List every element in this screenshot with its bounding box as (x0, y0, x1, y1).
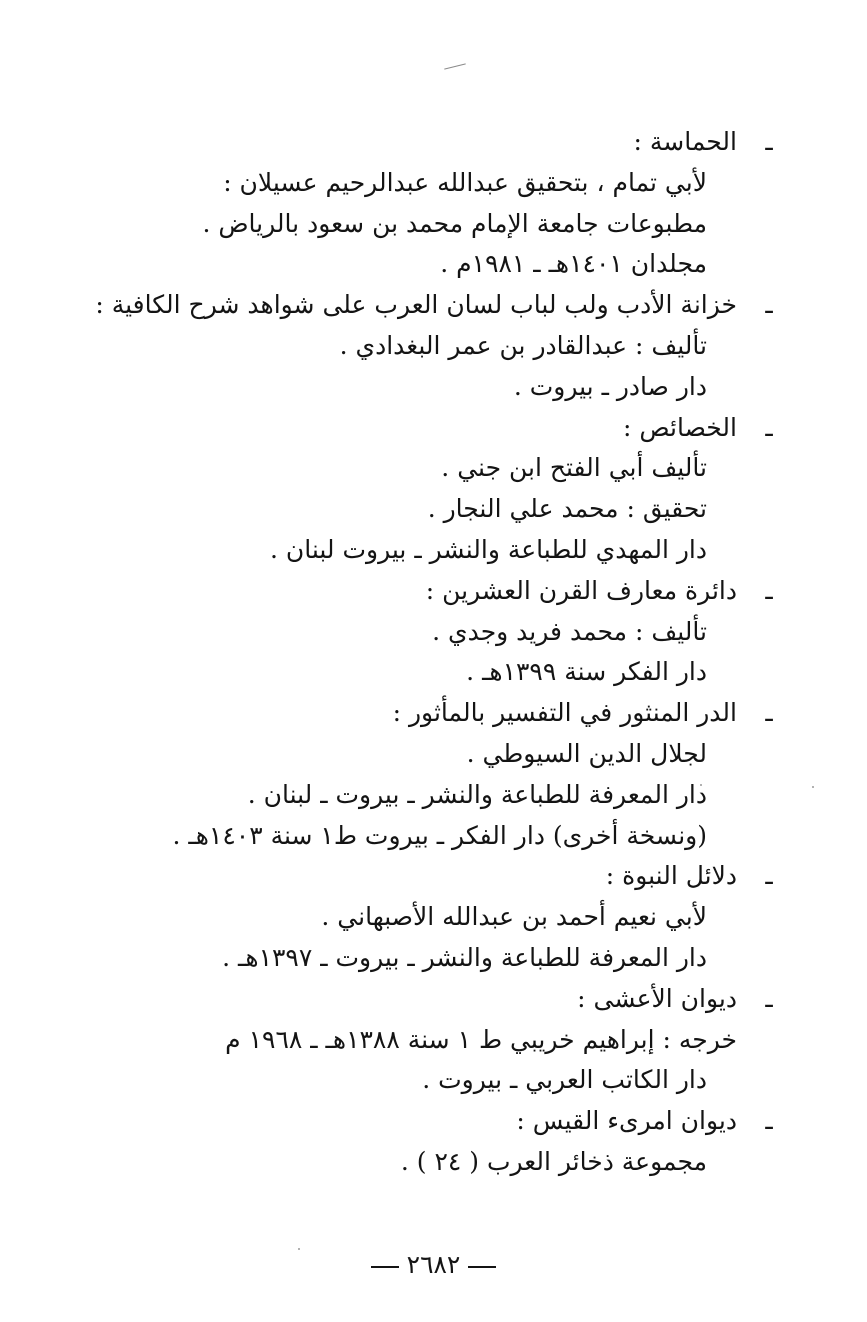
entry-marker: ـ (765, 861, 773, 891)
entry-marker: ـ (765, 983, 773, 1013)
entry-title: ـ الحماسة : (59, 122, 779, 163)
entry-marker: ـ (765, 412, 773, 442)
entry-title: ـ دائرة معارف القرن العشرين : (59, 571, 779, 612)
entry-detail: مجموعة ذخائر العرب ( ٢٤ ) . (400, 1146, 707, 1176)
entry-title: ـ الدر المنثور في التفسير بالمأثور : (59, 693, 779, 734)
entry-detail: دار المعرفة للطباعة والنشر ـ بيروت ـ ١٣٩٧هـ . (222, 942, 707, 972)
page-footer (0, 1250, 867, 1280)
entry-detail: لأبي نعيم أحمد بن عبدالله الأصبهاني . (321, 902, 707, 932)
entry-title: ـ الخصائص : (59, 408, 779, 449)
footer-rule (468, 1266, 496, 1268)
entry-detail: لأبي تمام ، بتحقيق عبدالله عبدالرحيم عسيلان : (223, 167, 707, 197)
entry-marker: ـ (765, 127, 773, 156)
entry-marker: ـ (765, 575, 773, 605)
entry-marker: ـ (765, 1106, 773, 1136)
entry-detail: خرجه : إبراهيم خريبي ط ١ سنة ١٣٨٨هـ ـ ١٩٦٨ م (225, 1024, 737, 1054)
entry-detail: تحقيق : محمد علي النجار . (427, 494, 707, 524)
entry-detail: تأليف أبي الفتح ابن جني . (441, 453, 707, 483)
entry-detail: تأليف : محمد فريد وجدي . (432, 616, 707, 646)
entry-detail: لجلال الدين السيوطي . (466, 738, 707, 768)
entry-detail: تأليف : عبدالقادر بن عمر البغدادي . (339, 330, 707, 360)
entry-detail: دار المعرفة للطباعة والنشر ـ بيروت ـ لبنان . (247, 779, 707, 809)
entry-detail: دار الفكر سنة ١٣٩٩هـ . (466, 657, 707, 687)
entry-marker: ـ (765, 698, 773, 728)
scan-artifact-mark (444, 63, 466, 69)
entry-detail: (ونسخة أخرى) دار الفكر ـ بيروت ط١ سنة ١٤٠٣هـ . (172, 820, 707, 850)
entry-detail: دار المهدي للطباعة والنشر ـ بيروت لبنان . (269, 534, 707, 564)
entry-detail: دار الكاتب العربي ـ بيروت . (422, 1065, 707, 1095)
scan-speck (812, 786, 814, 788)
bibliography-list (59, 122, 779, 1183)
footer-rule (371, 1266, 399, 1268)
entry-detail: مطبوعات جامعة الإمام محمد بن سعود بالرياض . (202, 208, 707, 238)
entry-title: ـ خزانة الأدب ولب لباب لسان العرب على شواهد شرح الكافية : (59, 285, 779, 326)
entry-detail: دار صادر ـ بيروت . (513, 371, 707, 401)
page-number: ٢٦٨٢ (406, 1250, 461, 1279)
entry-title: ـ ديوان الأعشى : (59, 979, 779, 1020)
entry-detail: مجلدان ١٤٠١هـ ـ ١٩٨١م . (440, 249, 707, 279)
entry-marker: ـ (765, 290, 773, 320)
entry-title: ـ دلائل النبوة : (59, 856, 779, 897)
entry-title: ـ ديوان امرىء القيس : (59, 1101, 779, 1142)
